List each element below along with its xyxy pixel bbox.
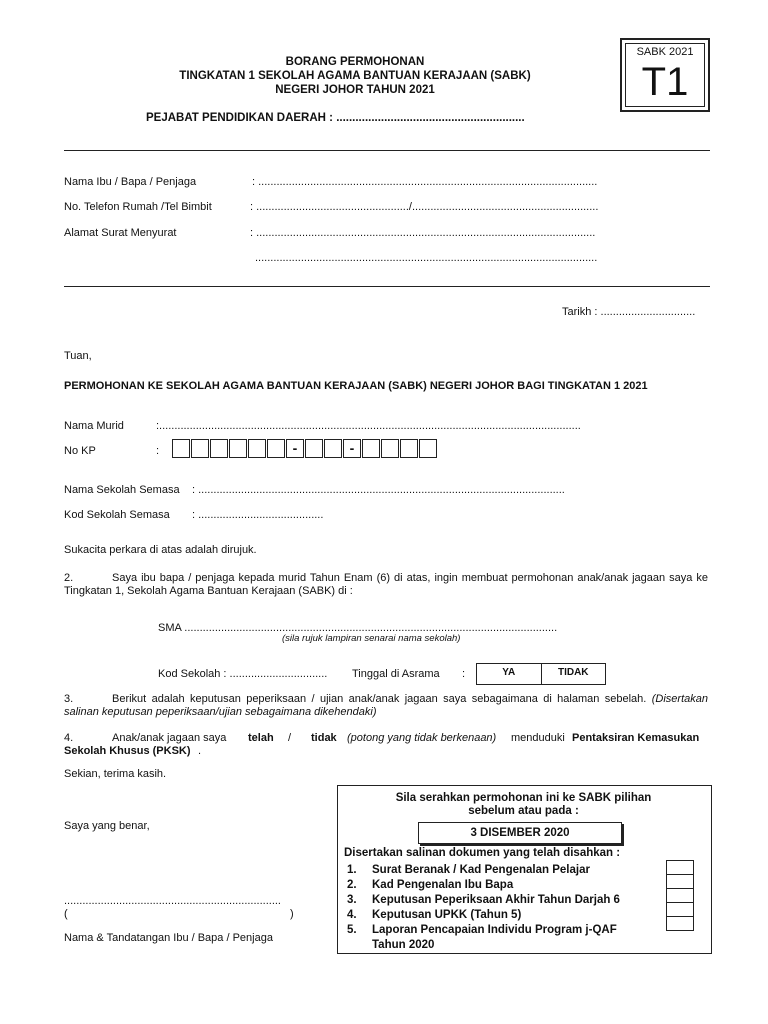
ic-colon: : [156, 445, 160, 457]
document-checkbox[interactable] [666, 902, 694, 917]
ic-digit-box[interactable] [248, 439, 266, 458]
current-school-field[interactable]: : ........................................................................................................................ [192, 484, 565, 496]
para-4-text-a: Anak/anak jagaan saya [112, 732, 227, 744]
phone-field[interactable]: : ................................................../............................................................. [250, 201, 599, 213]
ic-number-label: No KP [64, 445, 96, 457]
ic-digit-box[interactable] [305, 439, 323, 458]
form-title: BORANG PERMOHONAN [285, 56, 425, 68]
student-name-label: Nama Murid [64, 420, 124, 432]
address-field-1[interactable]: : ............................................................................................................... [250, 227, 596, 239]
form-code-label: SABK 2021 [636, 46, 694, 58]
deadline-date: 3 DISEMBER 2020 [418, 822, 622, 844]
ic-digit-box[interactable] [400, 439, 418, 458]
submission-title-1: Sila serahkan permohonan ini ke SABK pilihan [395, 792, 652, 804]
student-name-field[interactable]: :.......................................................................................................................................... [156, 420, 581, 432]
letter-subject: PERMOHONAN KE SEKOLAH AGAMA BANTUAN KERAJAAN (SABK) NEGERI JOHOR BAGI TINGKATAN 1 2021 [64, 380, 648, 392]
pksk-title-a: Pentaksiran Kemasukan [572, 732, 700, 744]
document-checkbox[interactable] [666, 916, 694, 931]
date-field[interactable]: Tarikh : ............................... [562, 306, 696, 318]
document-item: 3. Keputusan Peperiksaan Akhir Tahun Darjah 6 [347, 894, 620, 906]
address-field-2[interactable]: ................................................................................................................ [255, 252, 598, 264]
document-item: 2. Kad Pengenalan Ibu Bapa [347, 879, 514, 891]
current-school-code-field[interactable]: : ......................................... [192, 509, 324, 521]
option-slash: / [288, 732, 292, 744]
hostel-choice[interactable] [476, 663, 606, 685]
intro-text: Sukacita perkara di atas adalah dirujuk. [64, 544, 257, 556]
signoff-text: Saya yang benar, [64, 820, 150, 832]
ic-digit-box[interactable] [267, 439, 285, 458]
parent-name-field[interactable]: : ............................................................................................................... [252, 176, 598, 188]
para-3-text [64, 693, 708, 719]
document-item: 5. Laporan Pencapaian Individu Program j-QAF [347, 924, 617, 936]
document-item: Tahun 2020 [372, 939, 435, 951]
signature-paren-open: ( [64, 908, 68, 920]
hostel-colon: : [462, 668, 466, 680]
para-4-text-b: menduduki [511, 732, 565, 744]
para-3-number: 3. [64, 693, 74, 705]
option-tidak[interactable]: tidak [311, 732, 337, 744]
ic-digit-box[interactable] [191, 439, 209, 458]
divider [64, 150, 710, 151]
hostel-label: Tinggal di Asrama [352, 668, 440, 680]
document-item: 1. Surat Beranak / Kad Pengenalan Pelajar [347, 864, 590, 876]
ic-number-input[interactable] [172, 439, 438, 459]
ic-digit-box[interactable] [210, 439, 228, 458]
closing-text: Sekian, terima kasih. [64, 768, 167, 780]
document-checkbox[interactable] [666, 860, 694, 875]
documents-title: Disertakan salinan dokumen yang telah disahkan : [344, 847, 621, 859]
ic-digit-box[interactable] [362, 439, 380, 458]
para-2-number: 2. [64, 572, 74, 584]
form-subtitle: TINGKATAN 1 SEKOLAH AGAMA BANTUAN KERAJAAN (SABK) [179, 70, 531, 82]
form-code: T1 [641, 60, 689, 104]
phone-label: No. Telefon Rumah /Tel Bimbit [64, 201, 212, 213]
signature-paren-close: ) [290, 908, 294, 920]
divider [64, 286, 710, 287]
ic-digit-box[interactable] [229, 439, 247, 458]
document-item: 4. Keputusan UPKK (Tahun 5) [347, 909, 522, 921]
sma-note: (sila rujuk lampiran senarai nama sekolah) [282, 633, 461, 644]
hostel-yes-option[interactable]: YA [477, 664, 542, 684]
ic-digit-box[interactable] [419, 439, 437, 458]
current-school-code-label: Kod Sekolah Semasa [64, 509, 170, 521]
para-2-text: Saya ibu bapa / penjaga kepada murid Tahun Enam (6) di atas, ingin membuat permohonan anak/anak jagaan saya ke Tingkatan 1, Sekolah Agama Bantuan Kerajaan (SABK) di : [64, 572, 708, 597]
document-checkbox[interactable] [666, 874, 694, 889]
salutation: Tuan, [64, 350, 92, 362]
signature-caption: Nama & Tandatangan Ibu / Bapa / Penjaga [64, 932, 273, 944]
signature-line[interactable]: ....................................................................... [64, 895, 281, 907]
form-code-box [620, 38, 710, 112]
ic-digit-box[interactable] [324, 439, 342, 458]
submission-title-2: sebelum atau pada : [468, 805, 579, 817]
address-label: Alamat Surat Menyurat [64, 227, 177, 239]
current-school-label: Nama Sekolah Semasa [64, 484, 180, 496]
sma-field[interactable]: SMA .......................................................................................................................... [158, 622, 558, 634]
para-4-end: . [198, 745, 202, 757]
ic-digit-box[interactable] [172, 439, 190, 458]
documents-list [347, 863, 620, 953]
school-code-field[interactable]: Kod Sekolah : ................................ [158, 668, 328, 680]
ic-digit-box[interactable] [381, 439, 399, 458]
option-telah[interactable]: telah [248, 732, 274, 744]
document-checkbox[interactable] [666, 888, 694, 903]
hostel-no-option[interactable]: TIDAK [557, 667, 589, 678]
pksk-title-b: Sekolah Khusus (PKSK) [64, 745, 191, 757]
form-year: NEGERI JOHOR TAHUN 2021 [275, 84, 435, 96]
para-3-note: (Disertakan salinan keputusan peperiksaan/ujian sebagaimana dikehendaki) [64, 693, 708, 718]
para-4-number: 4. [64, 732, 74, 744]
ic-separator: - [286, 439, 304, 458]
ic-separator: - [343, 439, 361, 458]
parent-name-label: Nama Ibu / Bapa / Penjaga [64, 176, 197, 188]
para-4-note: (potong yang tidak berkenaan) [347, 732, 497, 744]
para-3-body: Berikut adalah keputusan peperiksaan / ujian anak/anak jagaan saya sebagaimana di halaman sebelah. [112, 693, 647, 705]
district-office-field[interactable]: PEJABAT PENDIDIKAN DAERAH : ........................................................... [146, 112, 525, 124]
